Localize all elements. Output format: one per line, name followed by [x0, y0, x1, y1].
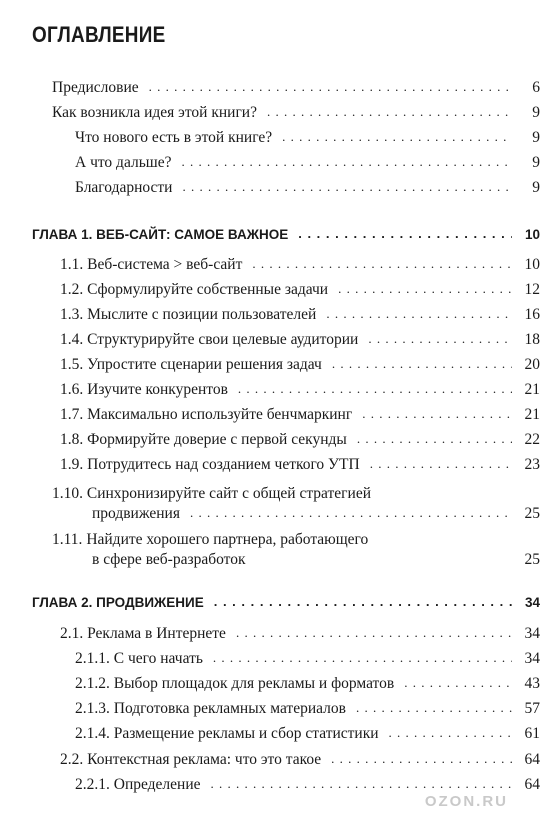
toc-entry[interactable]: [75, 153, 540, 173]
toc-entry[interactable]: [60, 380, 540, 400]
entry-page: 9: [532, 129, 540, 146]
entry-label: Что нового есть в этой книге?: [75, 129, 273, 146]
leader-dots: [182, 180, 512, 194]
entry-label-line2: в сфере веб-разработок: [92, 551, 246, 568]
toc-entry[interactable]: [75, 674, 540, 694]
entry-page: 18: [524, 331, 540, 348]
entry-number: 1.2.: [60, 281, 84, 298]
leader-dots: [370, 457, 512, 471]
entry-label: А что дальше?: [75, 154, 172, 171]
toc-entry[interactable]: [60, 430, 540, 450]
leader-dots: [356, 701, 512, 715]
entry-number: 1.9.: [60, 456, 84, 473]
entry-page: 21: [524, 381, 540, 398]
entry-page: 21: [524, 406, 540, 423]
toc-entry[interactable]: [60, 455, 540, 475]
leader-dots: [338, 282, 512, 296]
entry-label: Выбор площадок для рекламы и форматов: [113, 675, 395, 692]
page-title: ОГЛАВЛЕНИЕ: [32, 22, 166, 47]
toc-entry[interactable]: [52, 78, 540, 98]
leader-dots: [362, 407, 512, 421]
entry-page: 61: [524, 725, 540, 742]
entry-number: 2.2.: [60, 751, 84, 768]
entry-number: 1.11.: [52, 531, 83, 548]
leader-dots: [332, 357, 512, 371]
entry-label: Контекстная реклама: что это такое: [87, 751, 322, 768]
entry-page: 23: [524, 456, 540, 473]
entry-label: Структурируйте свои целевые аудитории: [87, 331, 359, 348]
entry-label: Упростите сценарии решения задач: [87, 356, 322, 373]
toc-entry[interactable]: [52, 103, 540, 123]
leader-dots: [252, 257, 512, 271]
toc-entry-multiline[interactable]: [52, 530, 540, 570]
entry-label: Веб-система > веб-сайт: [87, 256, 243, 273]
entry-number: 2.2.1.: [75, 776, 110, 793]
entry-number: 1.8.: [60, 431, 84, 448]
leader-dots: [149, 80, 512, 94]
leader-dots: [238, 382, 512, 396]
toc-entry-multiline[interactable]: [52, 484, 540, 524]
toc-entry[interactable]: [60, 405, 540, 425]
entry-page: 16: [524, 306, 540, 323]
entry-first-line: [52, 484, 540, 504]
entry-label: Как возникла идея этой книги?: [52, 104, 257, 121]
entry-label: Благодарности: [75, 179, 173, 196]
chapter-heading[interactable]: [32, 593, 540, 613]
entry-page: 22: [524, 431, 540, 448]
leader-dots: [326, 307, 512, 321]
toc-entry[interactable]: [75, 128, 540, 148]
entry-number: 2.1.: [60, 625, 84, 642]
entry-second-line: [52, 550, 540, 570]
entry-page: 43: [524, 675, 540, 692]
entry-number: 2.1.3.: [75, 700, 110, 717]
leader-dots: [190, 506, 512, 520]
entry-number: 2.1.1.: [75, 650, 110, 667]
entry-label: Подготовка рекламных материалов: [113, 700, 346, 717]
toc-entry[interactable]: [75, 699, 540, 719]
chapter-heading[interactable]: [32, 225, 540, 245]
toc-entry[interactable]: [60, 305, 540, 325]
chapter-label: ГЛАВА 2. ПРОДВИЖЕНИЕ: [32, 595, 204, 610]
entry-page: 25: [524, 551, 540, 568]
leader-dots: [282, 130, 512, 144]
leader-dots: [236, 626, 512, 640]
entry-page: 64: [524, 751, 540, 768]
entry-number: 1.3.: [60, 306, 84, 323]
toc-entry[interactable]: [60, 355, 540, 375]
entry-number: 1.4.: [60, 331, 84, 348]
entry-page: 6: [532, 79, 540, 96]
toc-entry[interactable]: [60, 280, 540, 300]
entry-page: 64: [524, 776, 540, 793]
chapter-label: ГЛАВА 1. ВЕБ-САЙТ: САМОЕ ВАЖНОЕ: [32, 227, 289, 242]
entry-page: 9: [532, 154, 540, 171]
entry-number: 1.6.: [60, 381, 84, 398]
entry-label-line1: Синхронизируйте сайт с общей стратегией: [86, 485, 371, 502]
toc-entry[interactable]: [75, 178, 540, 198]
entry-label-line1: Найдите хорошего партнера, работающего: [86, 531, 369, 548]
entry-label: Определение: [113, 776, 201, 793]
entry-page: 9: [532, 104, 540, 121]
entry-page: 10: [524, 256, 540, 273]
entry-label-line2: продвижения: [92, 505, 180, 522]
entry-page: 20: [524, 356, 540, 373]
chapter-page: 34: [524, 595, 540, 610]
toc-entry[interactable]: [60, 330, 540, 350]
toc-entry[interactable]: [75, 724, 540, 744]
entry-number: 1.1.: [60, 256, 84, 273]
entry-number: 2.1.2.: [75, 675, 110, 692]
entry-page: 9: [532, 179, 540, 196]
leader-dots: [368, 332, 512, 346]
leader-dots: [331, 752, 512, 766]
entry-label: Мыслите с позиции пользователей: [87, 306, 317, 323]
entry-page: 34: [524, 650, 540, 667]
entry-label: Потрудитесь над созданием четкого УТП: [87, 456, 360, 473]
entry-label: Изучите конкурентов: [87, 381, 228, 398]
leader-dots: [267, 105, 512, 119]
entry-page: 12: [524, 281, 540, 298]
entry-label: Формируйте доверие с первой секунды: [87, 431, 347, 448]
entry-label: С чего начать: [113, 650, 203, 667]
entry-label: Размещение рекламы и сбор статистики: [113, 725, 379, 742]
entry-number: 1.10.: [52, 485, 83, 502]
toc-entry[interactable]: [75, 775, 540, 795]
entry-label: Реклама в Интернете: [87, 625, 226, 642]
entry-first-line: [52, 530, 540, 550]
entry-second-line: [52, 504, 540, 524]
leader-dots: [357, 432, 512, 446]
entry-number: 2.1.4.: [75, 725, 110, 742]
entry-number: 1.5.: [60, 356, 84, 373]
entry-page: 57: [524, 700, 540, 717]
entry-label: Максимально используйте бенчмаркинг: [87, 406, 353, 423]
leader-dots: [214, 595, 512, 609]
leader-dots: [298, 227, 512, 241]
leader-dots: [404, 676, 512, 690]
entry-page: 34: [524, 625, 540, 642]
entry-page: 25: [524, 505, 540, 522]
watermark: OZON.RU: [424, 793, 508, 810]
leader-dots: [211, 777, 512, 791]
entry-label: Сформулируйте собственные задачи: [87, 281, 329, 298]
toc-entry[interactable]: [60, 624, 540, 644]
leader-dots: [213, 651, 512, 665]
toc-entry[interactable]: [75, 649, 540, 669]
leader-dots: [389, 726, 512, 740]
toc-entry[interactable]: [60, 750, 540, 770]
leader-dots: [181, 155, 512, 169]
entry-number: 1.7.: [60, 406, 84, 423]
entry-label: Предисловие: [52, 79, 139, 96]
toc-entry[interactable]: [60, 255, 540, 275]
chapter-page: 10: [524, 227, 540, 242]
